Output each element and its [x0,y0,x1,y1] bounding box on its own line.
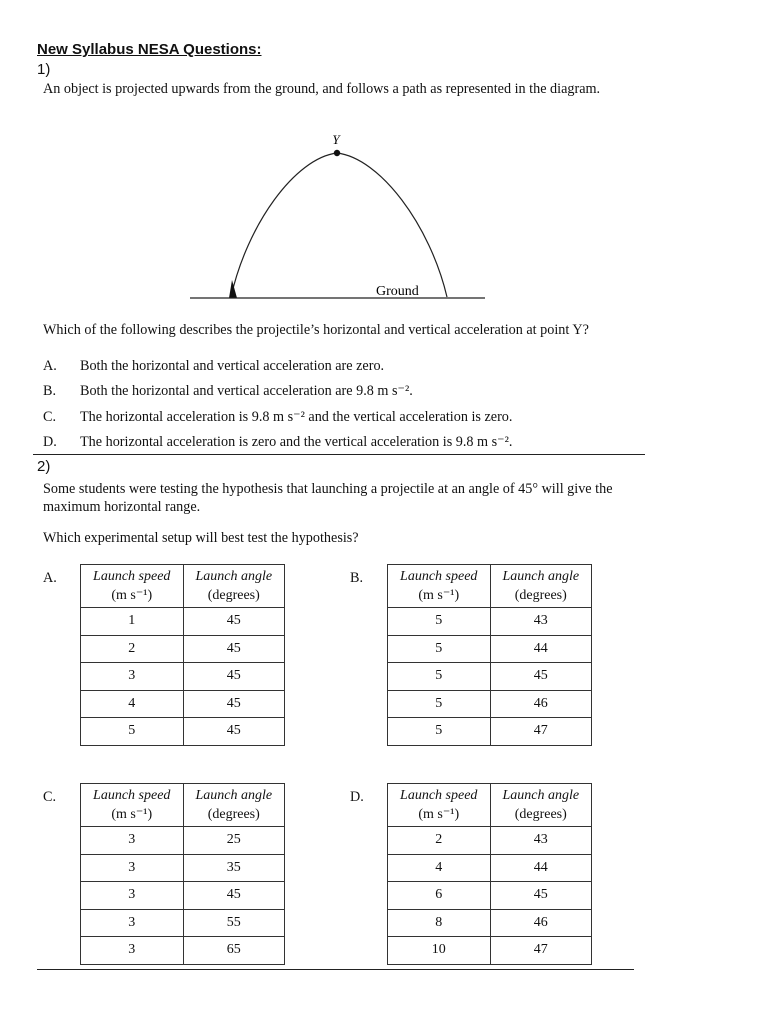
table-c [80,783,285,965]
question-1-prompt: Which of the following describes the projectile’s horizontal and vertical acceleration at point Y? [43,322,589,338]
point-y-label: Y [332,132,340,147]
option-text: The horizontal acceleration is zero and the vertical acceleration is 9.8 m s⁻². [80,434,513,450]
table-row: 3 25 [81,827,285,855]
question-1-number: 1) [37,61,51,78]
table-d-label: D. [350,789,364,805]
table-row: 10 47 [388,937,592,965]
page-heading: New Syllabus NESA Questions: [37,41,262,58]
table-row: 5 43 [388,608,592,636]
point-y-marker [334,150,340,156]
table-b-label: B. [350,570,364,586]
header-launch-speed: Launch speed (m s⁻¹) [81,565,184,608]
trajectory-curve [231,153,447,297]
header-launch-speed: Launch speed (m s⁻¹) [388,784,491,827]
option-text: Both the horizontal and vertical acceleration are 9.8 m s⁻². [80,383,413,399]
table-row: 2 45 [81,635,285,663]
table-row: 2 43 [388,827,592,855]
table-row: 5 47 [388,718,592,746]
table-row: 6 45 [388,882,592,910]
option-letter: C. [43,409,57,425]
launch-arrow-icon [229,280,237,298]
divider-line [33,454,645,455]
table-row: 4 45 [81,690,285,718]
header-launch-speed: Launch speed (m s⁻¹) [81,784,184,827]
projectile-diagram [185,130,495,305]
ground-label: Ground [376,284,419,299]
table-row: 5 45 [81,718,285,746]
table-row: 3 65 [81,937,285,965]
header-launch-angle: Launch angle (degrees) [183,565,285,608]
table-row: 3 45 [81,882,285,910]
table-row: 3 35 [81,854,285,882]
table-a-label: A. [43,570,57,586]
table-b [387,564,592,746]
option-text: Both the horizontal and vertical acceleration are zero. [80,358,385,374]
table-a [80,564,285,746]
table-row: 8 46 [388,909,592,937]
bottom-divider-line [37,969,634,970]
table-row: 3 55 [81,909,285,937]
question-1-intro: An object is projected upwards from the ground, and follows a path as represented in the diagram. [43,81,601,97]
table-c-label: C. [43,789,57,805]
table-row: 5 46 [388,690,592,718]
table-row: 4 44 [388,854,592,882]
option-letter: A. [43,358,57,374]
option-text: The horizontal acceleration is 9.8 m s⁻² and the vertical acceleration is zero. [80,409,513,425]
option-letter: D. [43,434,57,450]
table-row: 5 45 [388,663,592,691]
question-2-number: 2) [37,458,51,475]
header-launch-angle: Launch angle (degrees) [490,784,592,827]
question-2-intro: Some students were testing the hypothesis that launching a projectile at an angle of 45° will give the maximum horizontal range. [43,481,613,515]
question-2-prompt: Which experimental setup will best test the hypothesis? [43,530,359,546]
table-row: 1 45 [81,608,285,636]
header-launch-angle: Launch angle (degrees) [490,565,592,608]
option-letter: B. [43,383,57,399]
table-row: 5 44 [388,635,592,663]
header-launch-angle: Launch angle (degrees) [183,784,285,827]
header-launch-speed: Launch speed (m s⁻¹) [388,565,491,608]
table-row: 3 45 [81,663,285,691]
table-d [387,783,592,965]
